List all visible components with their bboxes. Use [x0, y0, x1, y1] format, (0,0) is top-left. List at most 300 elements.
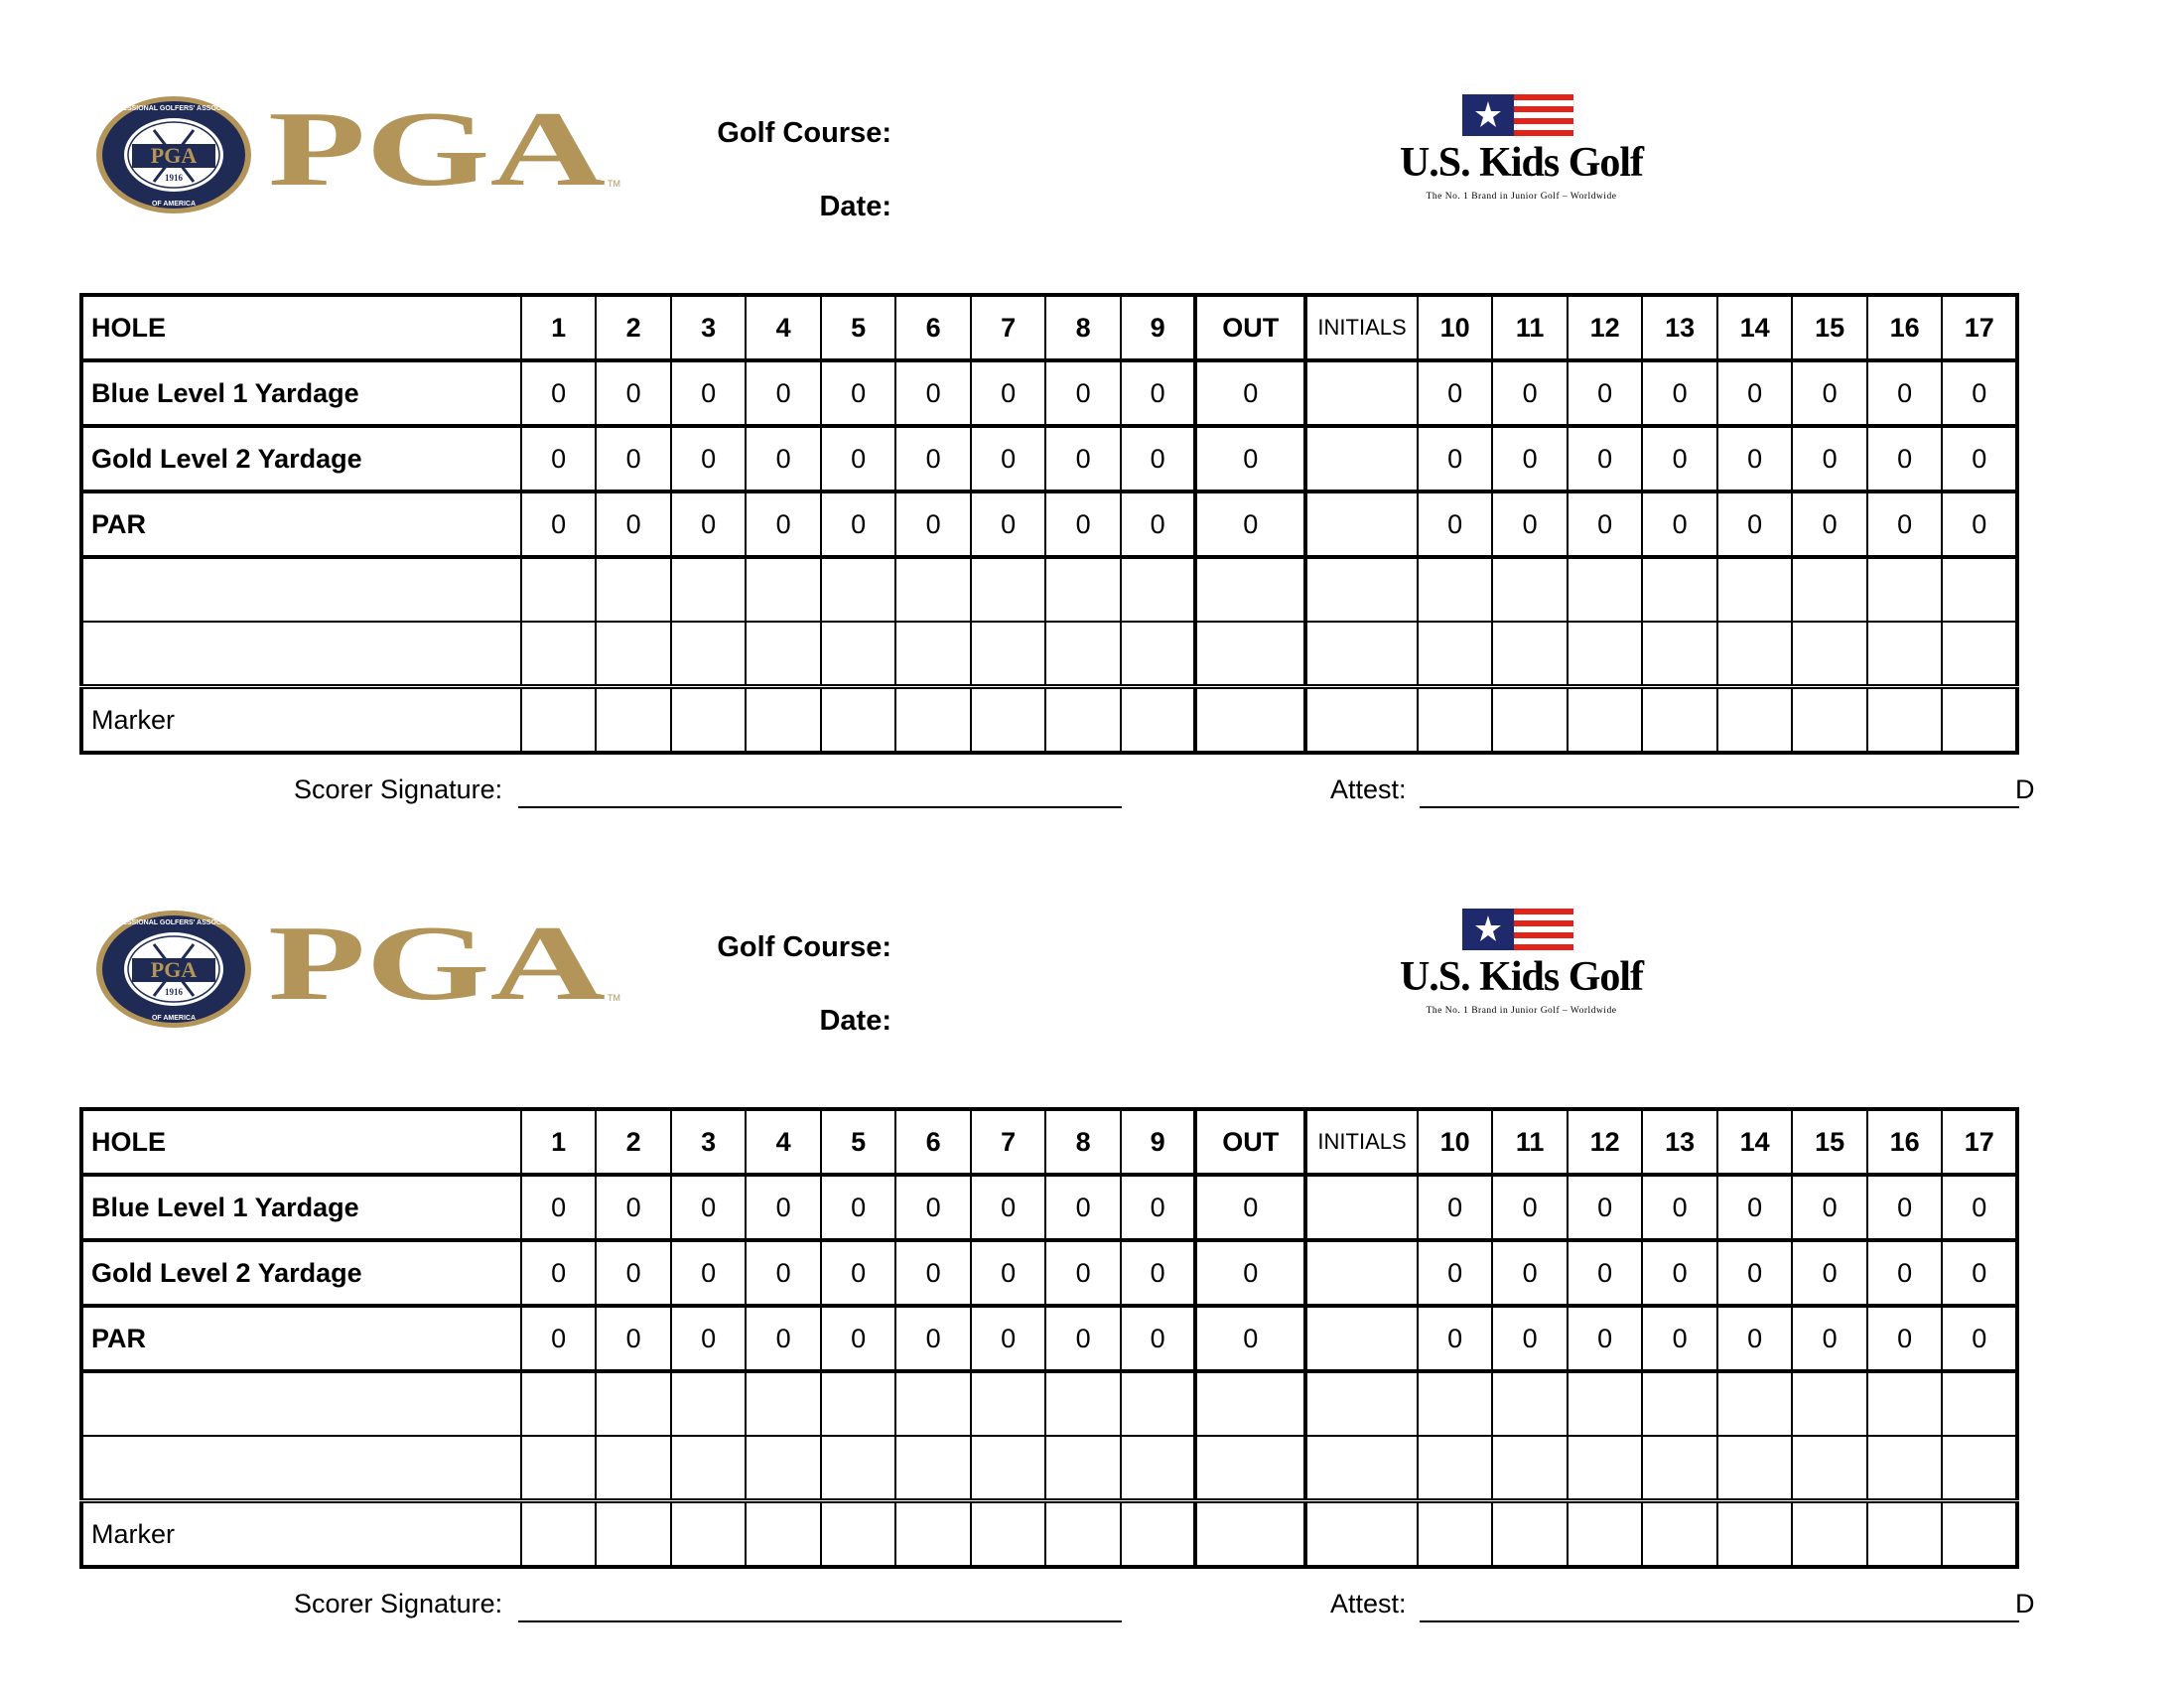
yardage-cell: 0 [1492, 1306, 1568, 1371]
marker-label: Marker [81, 687, 521, 754]
score-cell[interactable] [1568, 1436, 1643, 1501]
score-cell[interactable] [1867, 1371, 1943, 1436]
yardage-cell: 0 [1942, 360, 2017, 426]
yardage-cell: 0 [1121, 1306, 1196, 1371]
yardage-cell: 0 [1942, 1306, 2017, 1371]
row-label: Blue Level 1 Yardage [81, 360, 521, 426]
yardage-cell: 0 [821, 1240, 896, 1306]
score-cell[interactable] [821, 1371, 896, 1436]
score-cell[interactable] [1942, 1501, 2017, 1568]
score-cell[interactable] [1492, 1371, 1568, 1436]
row-label: Gold Level 2 Yardage [81, 1240, 521, 1306]
yardage-cell: 0 [895, 1175, 971, 1240]
yardage-cell: 0 [521, 492, 597, 557]
score-cell[interactable] [1568, 687, 1643, 754]
initials-cell[interactable] [1305, 622, 1418, 687]
yardage-cell: 0 [1121, 492, 1196, 557]
hole-number: 10 [1418, 295, 1493, 360]
score-cell[interactable] [1867, 1501, 1943, 1568]
yardage-cell: 0 [895, 360, 971, 426]
score-cell[interactable] [596, 557, 671, 622]
score-cell[interactable] [971, 1436, 1046, 1501]
yardage-cell: 0 [1045, 492, 1121, 557]
hole-number: 1 [521, 1109, 597, 1175]
score-cell[interactable] [1418, 1501, 1493, 1568]
player-row [81, 1436, 2017, 1501]
yardage-cell: 0 [1867, 426, 1943, 492]
score-cell[interactable] [1942, 1436, 2017, 1501]
score-cell[interactable] [895, 1501, 971, 1568]
score-cell[interactable] [521, 1501, 597, 1568]
yardage-cell: 0 [1867, 1240, 1943, 1306]
score-cell[interactable] [821, 687, 896, 754]
yardage-cell: 0 [1568, 426, 1643, 492]
yardage-cell: 0 [1121, 426, 1196, 492]
yardage-cell: 0 [821, 1306, 896, 1371]
score-cell[interactable] [1568, 622, 1643, 687]
score-cell[interactable] [1867, 1436, 1943, 1501]
player-row [81, 557, 2017, 622]
us-kids-golf-name: U.S. Kids Golf [1399, 140, 1644, 186]
player-row [81, 1371, 2017, 1436]
initials-cell[interactable] [1305, 492, 1418, 557]
out-score-cell[interactable] [1195, 1371, 1305, 1436]
yardage-cell: 0 [1492, 426, 1568, 492]
score-cell[interactable] [596, 622, 671, 687]
out-total-cell: 0 [1195, 360, 1305, 426]
yardage-cell: 0 [971, 1240, 1046, 1306]
yardage-cell: 0 [1942, 492, 2017, 557]
score-cell[interactable] [1642, 1501, 1717, 1568]
score-cell[interactable] [671, 1501, 747, 1568]
score-cell[interactable] [1418, 1436, 1493, 1501]
yardage-cell: 0 [1642, 426, 1717, 492]
flag-icon [1462, 909, 1573, 950]
score-cell[interactable] [596, 1501, 671, 1568]
date-label: Date: [819, 1005, 891, 1037]
out-score-cell[interactable] [1195, 687, 1305, 754]
yardage-cell: 0 [1867, 1175, 1943, 1240]
score-cell[interactable] [821, 557, 896, 622]
hole-number: 6 [895, 1109, 971, 1175]
score-cell[interactable] [1121, 622, 1196, 687]
yardage-cell: 0 [1792, 360, 1867, 426]
svg-text:PROFESSIONAL GOLFERS' ASSOCIAT: PROFESSIONAL GOLFERS' ASSOCIATION [102, 105, 245, 112]
hole-number: 14 [1717, 1109, 1793, 1175]
score-cell[interactable] [1642, 557, 1717, 622]
svg-text:PGA: PGA [150, 957, 198, 982]
yardage-cell: 0 [596, 360, 671, 426]
hole-number: 8 [1045, 295, 1121, 360]
row-label: Blue Level 1 Yardage [81, 1175, 521, 1240]
score-cell[interactable] [1121, 687, 1196, 754]
yardage-cell: 0 [746, 426, 821, 492]
score-cell[interactable] [521, 557, 597, 622]
yardage-cell: 0 [1568, 492, 1643, 557]
yardage-cell: 0 [521, 360, 597, 426]
yardage-cell: 0 [1942, 1175, 2017, 1240]
initials-label: INITIALS [1305, 1109, 1418, 1175]
hole-number: 9 [1121, 295, 1196, 360]
hole-number: 4 [746, 1109, 821, 1175]
score-cell[interactable] [746, 1501, 821, 1568]
yardage-cell: 0 [671, 360, 747, 426]
yardage-cell: 0 [521, 1240, 597, 1306]
yardage-cell: 0 [971, 1175, 1046, 1240]
table-row [81, 1240, 2017, 1306]
score-cell[interactable] [1792, 557, 1867, 622]
score-cell[interactable] [821, 1436, 896, 1501]
score-cell[interactable] [746, 687, 821, 754]
score-cell[interactable] [521, 687, 597, 754]
out-score-cell[interactable] [1195, 1436, 1305, 1501]
score-cell[interactable] [821, 1501, 896, 1568]
attest-label: Attest: [1330, 774, 1407, 804]
yardage-cell: 0 [671, 492, 747, 557]
out-score-cell[interactable] [1195, 622, 1305, 687]
score-cell[interactable] [1792, 1371, 1867, 1436]
yardage-cell: 0 [895, 1240, 971, 1306]
yardage-cell: 0 [596, 1306, 671, 1371]
svg-text:TM: TM [608, 993, 620, 1003]
score-cell[interactable] [521, 622, 597, 687]
row-label: PAR [81, 1306, 521, 1371]
score-cell[interactable] [1418, 622, 1493, 687]
score-cell[interactable] [971, 557, 1046, 622]
score-cell[interactable] [1942, 1371, 2017, 1436]
score-cell[interactable] [971, 1501, 1046, 1568]
marker-row [81, 1501, 2017, 1568]
scorecard-1 [0, 0, 2184, 814]
score-cell[interactable] [671, 622, 747, 687]
out-score-cell[interactable] [1195, 557, 1305, 622]
attest-label: Attest: [1330, 1589, 1407, 1618]
hole-number: 14 [1717, 295, 1793, 360]
yardage-cell: 0 [671, 426, 747, 492]
score-cell[interactable] [1418, 1371, 1493, 1436]
score-cell[interactable] [1045, 1371, 1121, 1436]
marker-row [81, 687, 2017, 754]
score-cell[interactable] [746, 1371, 821, 1436]
yardage-cell: 0 [521, 426, 597, 492]
marker-label: Marker [81, 1501, 521, 1568]
yardage-cell: 0 [671, 1175, 747, 1240]
yardage-cell: 0 [746, 492, 821, 557]
yardage-cell: 0 [971, 360, 1046, 426]
score-cell[interactable] [1942, 557, 2017, 622]
yardage-cell: 0 [1792, 426, 1867, 492]
hole-number: 6 [895, 295, 971, 360]
score-cell[interactable] [895, 622, 971, 687]
scorecard-table [79, 1107, 2019, 1569]
score-cell[interactable] [1867, 687, 1943, 754]
score-cell[interactable] [746, 622, 821, 687]
score-cell[interactable] [1867, 557, 1943, 622]
yardage-cell: 0 [1492, 492, 1568, 557]
yardage-cell: 0 [1717, 1175, 1793, 1240]
yardage-cell: 0 [1045, 426, 1121, 492]
initials-cell[interactable] [1305, 426, 1418, 492]
hole-number: 2 [596, 1109, 671, 1175]
yardage-cell: 0 [1418, 360, 1493, 426]
score-cell[interactable] [1045, 1501, 1121, 1568]
hole-number: 8 [1045, 1109, 1121, 1175]
yardage-cell: 0 [1045, 1306, 1121, 1371]
yardage-cell: 0 [1717, 492, 1793, 557]
yardage-cell: 0 [1568, 1306, 1643, 1371]
score-cell[interactable] [1642, 1371, 1717, 1436]
yardage-cell: 0 [1568, 1175, 1643, 1240]
yardage-cell: 0 [1492, 1240, 1568, 1306]
initials-cell[interactable] [1305, 687, 1418, 754]
initials-label: INITIALS [1305, 295, 1418, 360]
score-cell[interactable] [596, 1436, 671, 1501]
yardage-cell: 0 [1642, 1306, 1717, 1371]
score-cell[interactable] [596, 1371, 671, 1436]
initials-cell[interactable] [1305, 1306, 1418, 1371]
score-cell[interactable] [671, 1371, 747, 1436]
hole-number: 7 [971, 295, 1046, 360]
score-cell[interactable] [1568, 557, 1643, 622]
yardage-cell: 0 [895, 1306, 971, 1371]
score-cell[interactable] [1121, 1501, 1196, 1568]
yardage-cell: 0 [1717, 360, 1793, 426]
out-label: OUT [1195, 295, 1305, 360]
yardage-cell: 0 [596, 1175, 671, 1240]
hole-number: 13 [1642, 295, 1717, 360]
yardage-cell: 0 [521, 1175, 597, 1240]
initials-cell[interactable] [1305, 1501, 1418, 1568]
yardage-cell: 0 [1492, 360, 1568, 426]
yardage-cell: 0 [1418, 492, 1493, 557]
svg-text:1916: 1916 [165, 173, 183, 183]
scorecard-2 [0, 814, 2184, 1628]
clipped-label: D [2015, 1589, 2035, 1618]
initials-cell[interactable] [1305, 1436, 1418, 1501]
initials-cell[interactable] [1305, 1240, 1418, 1306]
yardage-cell: 0 [1568, 1240, 1643, 1306]
hole-number: 10 [1418, 1109, 1493, 1175]
score-cell[interactable] [671, 687, 747, 754]
hole-number: 17 [1942, 295, 2017, 360]
yardage-cell: 0 [1642, 360, 1717, 426]
row-label: PAR [81, 492, 521, 557]
yardage-cell: 0 [1418, 1175, 1493, 1240]
svg-text:1916: 1916 [165, 987, 183, 997]
score-cell[interactable] [1418, 687, 1493, 754]
hole-header-row [81, 295, 2017, 360]
out-total-cell: 0 [1195, 492, 1305, 557]
score-cell[interactable] [1121, 1371, 1196, 1436]
score-cell[interactable] [671, 557, 747, 622]
score-cell[interactable] [1121, 557, 1196, 622]
yardage-cell: 0 [1418, 1240, 1493, 1306]
yardage-cell: 0 [895, 492, 971, 557]
yardage-cell: 0 [1045, 1175, 1121, 1240]
pga-seal-logo [94, 909, 253, 1030]
score-cell[interactable] [1867, 622, 1943, 687]
yardage-cell: 0 [971, 426, 1046, 492]
initials-cell[interactable] [1305, 360, 1418, 426]
yardage-cell: 0 [1792, 492, 1867, 557]
score-cell[interactable] [971, 1371, 1046, 1436]
yardage-cell: 0 [1642, 1240, 1717, 1306]
hole-number: 2 [596, 295, 671, 360]
scorer-signature-line[interactable] [518, 806, 1122, 808]
hole-number: 12 [1568, 295, 1643, 360]
hole-number: 15 [1792, 1109, 1867, 1175]
out-total-cell: 0 [1195, 1240, 1305, 1306]
score-cell[interactable] [521, 1371, 597, 1436]
score-cell[interactable] [1642, 1436, 1717, 1501]
score-cell[interactable] [895, 557, 971, 622]
score-cell[interactable] [1568, 1371, 1643, 1436]
score-cell[interactable] [1045, 687, 1121, 754]
initials-cell[interactable] [1305, 1371, 1418, 1436]
scorer-signature-line[interactable] [518, 1620, 1122, 1622]
hole-number: 12 [1568, 1109, 1643, 1175]
initials-cell[interactable] [1305, 557, 1418, 622]
score-cell[interactable] [1492, 557, 1568, 622]
yardage-cell: 0 [1717, 1306, 1793, 1371]
score-cell[interactable] [821, 622, 896, 687]
score-cell[interactable] [895, 1436, 971, 1501]
us-kids-golf-name: U.S. Kids Golf [1399, 954, 1644, 1000]
yardage-cell: 0 [821, 426, 896, 492]
yardage-cell: 0 [1867, 492, 1943, 557]
svg-text:OF AMERICA: OF AMERICA [151, 1015, 197, 1022]
svg-text:OF AMERICA: OF AMERICA [151, 201, 197, 208]
yardage-cell: 0 [1792, 1240, 1867, 1306]
attest-signature-line[interactable] [1420, 1620, 2019, 1622]
yardage-cell: 0 [1568, 360, 1643, 426]
us-kids-golf-logo [1345, 909, 1698, 1020]
score-cell[interactable] [521, 1436, 597, 1501]
row-label: Gold Level 2 Yardage [81, 426, 521, 492]
score-cell[interactable] [1792, 1501, 1867, 1568]
score-cell[interactable] [1717, 687, 1793, 754]
score-cell[interactable] [1121, 1436, 1196, 1501]
score-cell[interactable] [1792, 1436, 1867, 1501]
score-cell[interactable] [596, 687, 671, 754]
yardage-cell: 0 [746, 1240, 821, 1306]
yardage-cell: 0 [1942, 426, 2017, 492]
score-cell[interactable] [1942, 687, 2017, 754]
pga-seal-logo [94, 94, 253, 215]
pga-wordmark-logo [268, 90, 635, 209]
score-cell[interactable] [1717, 622, 1793, 687]
hole-label: HOLE [81, 1109, 521, 1175]
score-cell[interactable] [1492, 622, 1568, 687]
score-cell[interactable] [1642, 687, 1717, 754]
score-cell[interactable] [1942, 622, 2017, 687]
svg-text:PGA: PGA [268, 90, 606, 209]
yardage-cell: 0 [596, 426, 671, 492]
attest-signature-line[interactable] [1420, 806, 2019, 808]
score-cell[interactable] [1418, 557, 1493, 622]
golf-course-label: Golf Course: [717, 931, 891, 963]
yardage-cell: 0 [1792, 1306, 1867, 1371]
score-cell[interactable] [1045, 557, 1121, 622]
scorecard-table [79, 293, 2019, 755]
score-cell[interactable] [895, 687, 971, 754]
scorer-signature-label: Scorer Signature: [294, 774, 503, 804]
score-cell[interactable] [1717, 557, 1793, 622]
hole-number: 4 [746, 295, 821, 360]
score-cell[interactable] [1492, 687, 1568, 754]
yardage-cell: 0 [671, 1306, 747, 1371]
yardage-cell: 0 [596, 492, 671, 557]
table-row [81, 1306, 2017, 1371]
score-cell[interactable] [1492, 1501, 1568, 1568]
score-cell[interactable] [1717, 1501, 1793, 1568]
score-cell[interactable] [1717, 1371, 1793, 1436]
out-total-cell: 0 [1195, 1306, 1305, 1371]
us-kids-golf-tagline: The No. 1 Brand in Junior Golf – Worldwide [1426, 192, 1617, 202]
yardage-cell: 0 [1418, 426, 1493, 492]
yardage-cell: 0 [1121, 1240, 1196, 1306]
hole-number: 5 [821, 295, 896, 360]
yardage-cell: 0 [671, 1240, 747, 1306]
hole-number: 17 [1942, 1109, 2017, 1175]
hole-number: 3 [671, 1109, 747, 1175]
player-name-cell[interactable] [81, 1371, 521, 1436]
score-cell[interactable] [1045, 622, 1121, 687]
player-name-cell[interactable] [81, 557, 521, 622]
out-total-cell: 0 [1195, 1175, 1305, 1240]
score-cell[interactable] [971, 622, 1046, 687]
table-row [81, 426, 2017, 492]
svg-text:TM: TM [608, 179, 620, 189]
score-cell[interactable] [971, 687, 1046, 754]
yardage-cell: 0 [1867, 1306, 1943, 1371]
score-cell[interactable] [1045, 1436, 1121, 1501]
hole-number: 7 [971, 1109, 1046, 1175]
player-name-cell[interactable] [81, 622, 521, 687]
initials-cell[interactable] [1305, 1175, 1418, 1240]
yardage-cell: 0 [596, 1240, 671, 1306]
hole-number: 11 [1492, 295, 1568, 360]
flag-icon [1462, 94, 1573, 136]
yardage-cell: 0 [1717, 426, 1793, 492]
yardage-cell: 0 [1045, 360, 1121, 426]
score-cell[interactable] [1792, 622, 1867, 687]
score-cell[interactable] [1717, 1436, 1793, 1501]
score-cell[interactable] [1568, 1501, 1643, 1568]
table-row [81, 1175, 2017, 1240]
yardage-cell: 0 [521, 1306, 597, 1371]
svg-text:PGA: PGA [150, 143, 198, 168]
yardage-cell: 0 [746, 1175, 821, 1240]
score-cell[interactable] [1642, 622, 1717, 687]
score-cell[interactable] [746, 1436, 821, 1501]
score-cell[interactable] [1492, 1436, 1568, 1501]
score-cell[interactable] [895, 1371, 971, 1436]
svg-text:PROFESSIONAL GOLFERS' ASSOCIAT: PROFESSIONAL GOLFERS' ASSOCIATION [102, 919, 245, 926]
yardage-cell: 0 [821, 1175, 896, 1240]
hole-number: 1 [521, 295, 597, 360]
date-label: Date: [819, 191, 891, 222]
yardage-cell: 0 [1492, 1175, 1568, 1240]
hole-number: 11 [1492, 1109, 1568, 1175]
score-cell[interactable] [746, 557, 821, 622]
out-score-cell[interactable] [1195, 1501, 1305, 1568]
player-name-cell[interactable] [81, 1436, 521, 1501]
score-cell[interactable] [1792, 687, 1867, 754]
score-cell[interactable] [671, 1436, 747, 1501]
hole-label: HOLE [81, 295, 521, 360]
yardage-cell: 0 [1121, 360, 1196, 426]
